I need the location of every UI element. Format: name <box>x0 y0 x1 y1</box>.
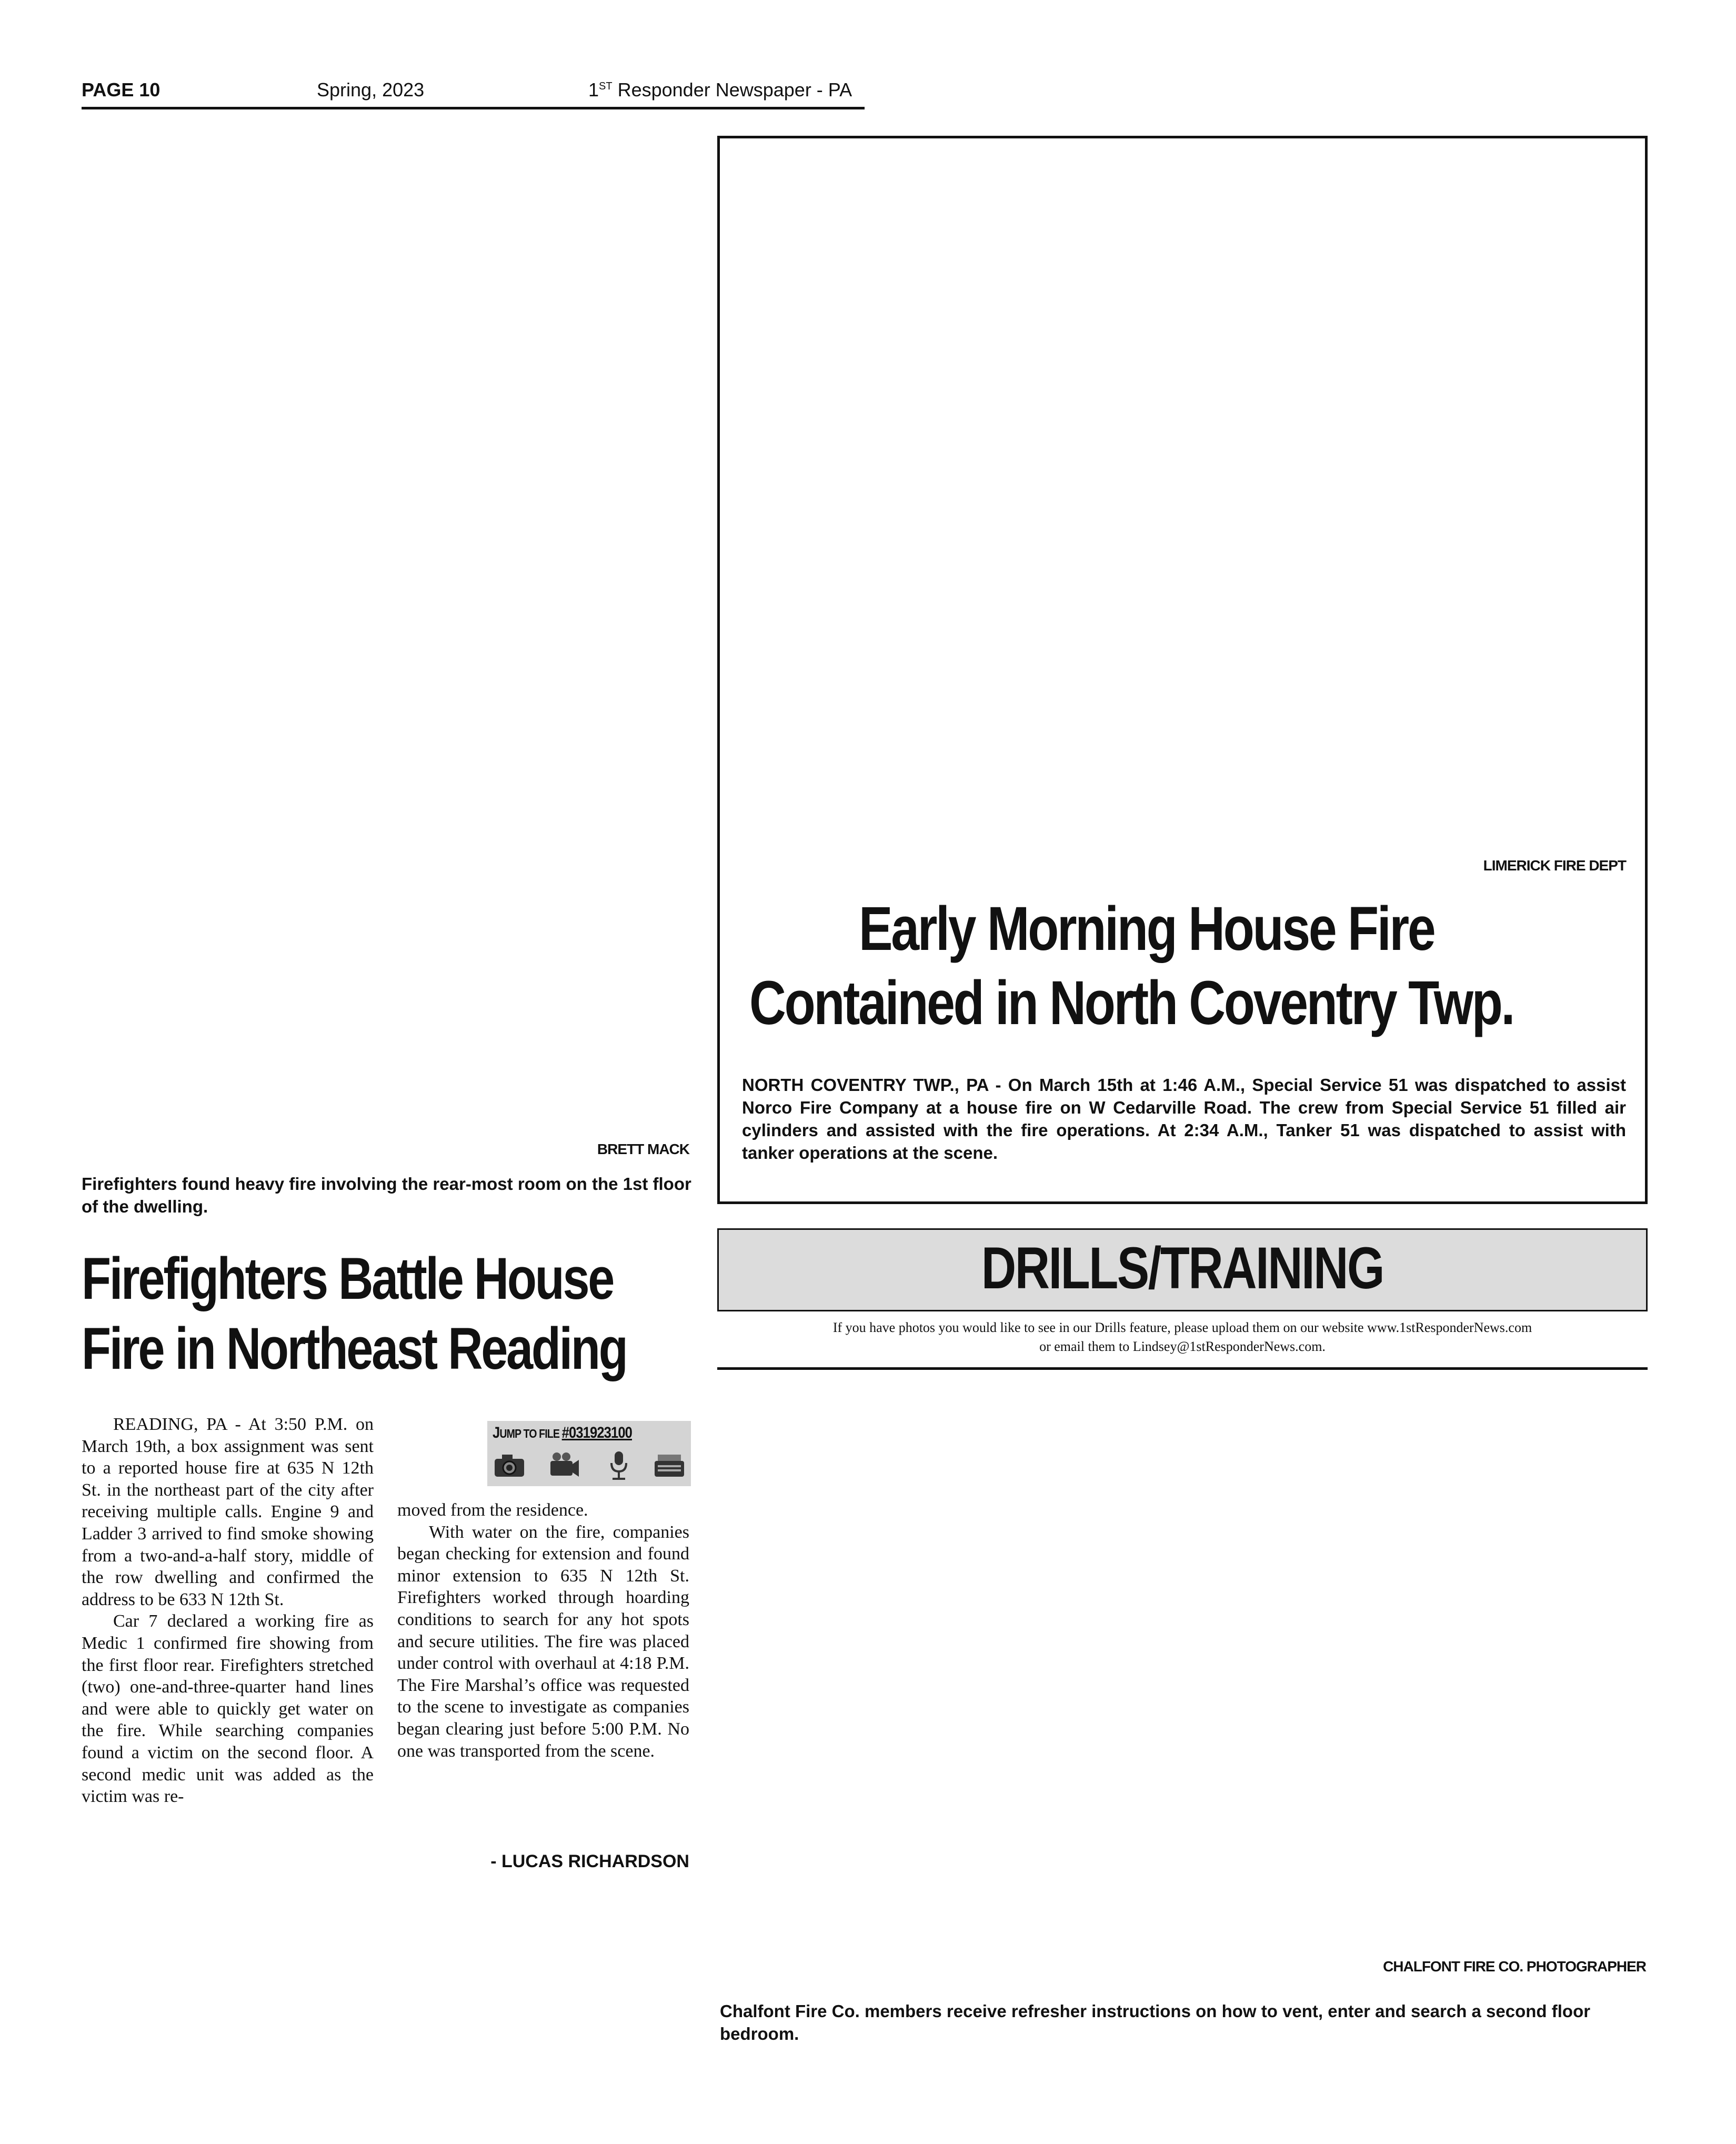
article-paragraph: moved from the residence. <box>397 1500 588 1520</box>
jump-file-number[interactable]: #031923100 <box>561 1424 633 1441</box>
article-column-1 <box>82 1414 374 1808</box>
issue-date: Spring, 2023 <box>317 79 425 101</box>
story-body-right: NORTH COVENTRY TWP., PA - On March 15th at 1:46 A.M., Special Service 51 was dispatched to assist Norco Fire Company at a house fire on W Cedarville Road. The crew from Special Service 51 filled air cylinders and assisted with the fire operations. At 2:34 A.M., Tanker 51 was dispatched to assist with tanker operations at the scene. <box>742 1075 1626 1163</box>
video-camera-icon[interactable] <box>547 1448 581 1482</box>
headline-right-line1: Early Morning House Fire <box>859 894 1434 964</box>
photo-credit-bottom: CHALFONT FIRE CO. PHOTOGRAPHER <box>1383 1958 1646 1975</box>
publication-prefix: 1 <box>588 79 599 101</box>
photo-caption-left: Firefighters found heavy fire involving the rear-most room on the 1st floor of the dwelling. <box>82 1174 691 1216</box>
photo-credit-right: LIMERICK FIRE DEPT <box>1483 857 1626 874</box>
headline-right-line2: Contained in North Coventry Twp. <box>749 968 1514 1038</box>
jump-label-rest: UMP TO FILE <box>499 1427 562 1440</box>
publication-rest: Responder Newspaper - PA <box>612 79 852 101</box>
story-box-right <box>717 136 1648 1204</box>
headline-left-line1: Firefighters Battle House <box>82 1246 614 1311</box>
photo-caption-bottom: Chalfont Fire Co. members receive refresher instructions on how to vent, enter and search a second floor bedroom. <box>720 2001 1591 2043</box>
section-title <box>717 1234 1648 1302</box>
header-rule <box>82 107 865 109</box>
publication-name <box>588 79 852 101</box>
section-note <box>717 1318 1648 1356</box>
jump-label-first: J <box>493 1424 500 1441</box>
section-note-line2: or email them to Lindsey@1stResponderNews.com. <box>1039 1339 1326 1354</box>
microphone-icon[interactable] <box>602 1448 636 1482</box>
headline-left-line2: Fire in Northeast Reading <box>82 1316 627 1381</box>
section-rule <box>717 1367 1648 1370</box>
section-title-text: DRILLS/TRAINING <box>981 1235 1384 1301</box>
photo-credit-left: BRETT MACK <box>597 1141 689 1157</box>
article-byline: - LUCAS RICHARDSON <box>490 1851 689 1871</box>
article-paragraph: Car 7 declared a working fire as Medic 1 confirmed fire showing from the first floor rear. Firefighters stretched (two) one-and-three-quarter hand lines and were able to quickly get water on the fire. While searching companies found a victim on the second floor. A second medic unit was added as the victim was re- <box>82 1611 374 1807</box>
article-paragraph: READING, PA - At 3:50 P.M. on March 19th, a box assignment was sent to a reported house fire at 635 N 12th St. in the northeast part of the city after receiving multiple calls. Engine 9 and Ladder 3 arrived to find smoke showing from a two-and-a-half story, middle of the row dwelling and confirmed the address to be 633 N 12th St. <box>82 1415 374 1609</box>
article-column-2 <box>397 1499 689 1762</box>
page-number: PAGE 10 <box>82 79 160 101</box>
publication-superscript: ST <box>599 81 613 92</box>
article-paragraph: With water on the fire, companies began checking for extension and found minor extension to 635 N 12th St. Firefighters worked through hoarding conditions to search for any hot spots and secure utilities. The fire was placed under control with overhaul at 4:18 P.M. The Fire Marshal’s office was requested to the scene to investigate as companies began clearing just before 5:00 P.M. No one was transported from the scene. <box>397 1522 689 1761</box>
section-note-line1: If you have photos you would like to see in our Drills feature, please upload them on our website www.1stResponderNews.com <box>832 1320 1532 1335</box>
typewriter-icon[interactable] <box>653 1448 686 1482</box>
jump-to-file-label[interactable] <box>493 1424 632 1442</box>
camera-icon[interactable] <box>493 1448 526 1482</box>
